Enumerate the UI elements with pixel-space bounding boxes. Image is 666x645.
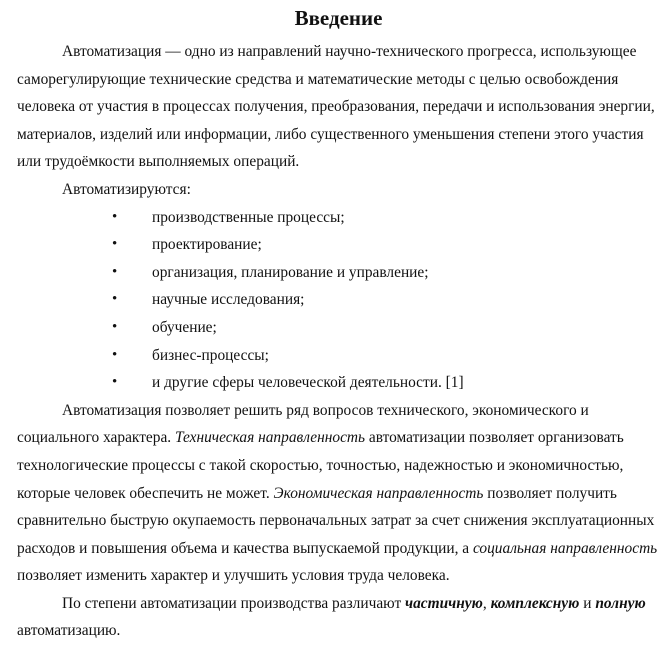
term-social-direction: социальная направленность xyxy=(472,539,658,557)
list-item xyxy=(17,342,660,370)
list-item xyxy=(17,314,660,342)
page-title: Введение xyxy=(294,6,383,30)
term-complex: комплексную xyxy=(490,594,580,612)
term-full: полную xyxy=(595,594,646,612)
list-item xyxy=(17,231,660,259)
degrees-separator-2: и xyxy=(579,594,596,612)
list-item xyxy=(17,369,660,397)
list-item-text: научные исследования; xyxy=(152,291,305,309)
list-item xyxy=(17,259,660,287)
bullet-icon: • xyxy=(112,236,118,253)
list-intro: Автоматизируются: xyxy=(62,180,191,198)
bullet-icon: • xyxy=(112,318,118,335)
bullet-icon: • xyxy=(112,374,118,391)
bullet-icon: • xyxy=(112,208,118,225)
directions-text-1: Автоматизация позволяет решить ряд вопросов технического, экономического и социального характера. xyxy=(17,401,589,447)
list-item-text: производственные процессы; xyxy=(152,208,345,226)
bullet-icon: • xyxy=(112,291,118,308)
list-item xyxy=(17,286,660,314)
bullet-icon: • xyxy=(112,263,118,280)
paragraph-degrees xyxy=(17,590,660,645)
list-item-text: бизнес-процессы; xyxy=(152,346,269,364)
degrees-text-1: По степени автоматизации производства различают xyxy=(62,594,406,612)
term-technical-direction: Техническая направленность xyxy=(174,429,366,447)
term-economic-direction: Экономическая направленность xyxy=(273,484,484,502)
list-item-text: проектирование; xyxy=(152,236,262,254)
list-item xyxy=(17,204,660,232)
term-partial: частичную xyxy=(405,594,483,612)
paragraph-directions xyxy=(17,397,660,590)
directions-text-3: позволяет получить сравнительно быструю окупаемость первоначальных затрат за счет снижения эксплуатационных расходов и повышения объема и качества выпускаемой продукции, а xyxy=(17,484,655,557)
directions-text-4: позволяет изменить характер и улучшить условия труда человека. xyxy=(17,567,450,585)
degrees-text-2: автоматизацию. xyxy=(17,622,121,640)
degrees-separator-1: , xyxy=(482,594,491,612)
paragraph-definition: Автоматизация — одно из направлений научно-технического прогресса, использующее саморегулирующие технические средства и математические методы с целью освобождения человека от участия в процессах получения, преобразования, передачи и использования энергии, материалов, изделий или информации, либо существенного уменьшения степени этого участия или трудоёмкости выполняемых операций. xyxy=(17,43,655,171)
list-item-text: и другие сферы человеческой деятельности. [1] xyxy=(152,374,464,392)
automation-areas-list xyxy=(17,204,660,397)
list-item-text: организация, планирование и управление; xyxy=(152,263,429,281)
directions-text-2: автоматизации позволяет организовать технологические процессы с такой скоростью, точностью, надежностью и экономичностью, которые человек обеспечить не может. xyxy=(17,429,624,502)
list-item-text: обучение; xyxy=(152,318,217,336)
bullet-icon: • xyxy=(112,346,118,363)
